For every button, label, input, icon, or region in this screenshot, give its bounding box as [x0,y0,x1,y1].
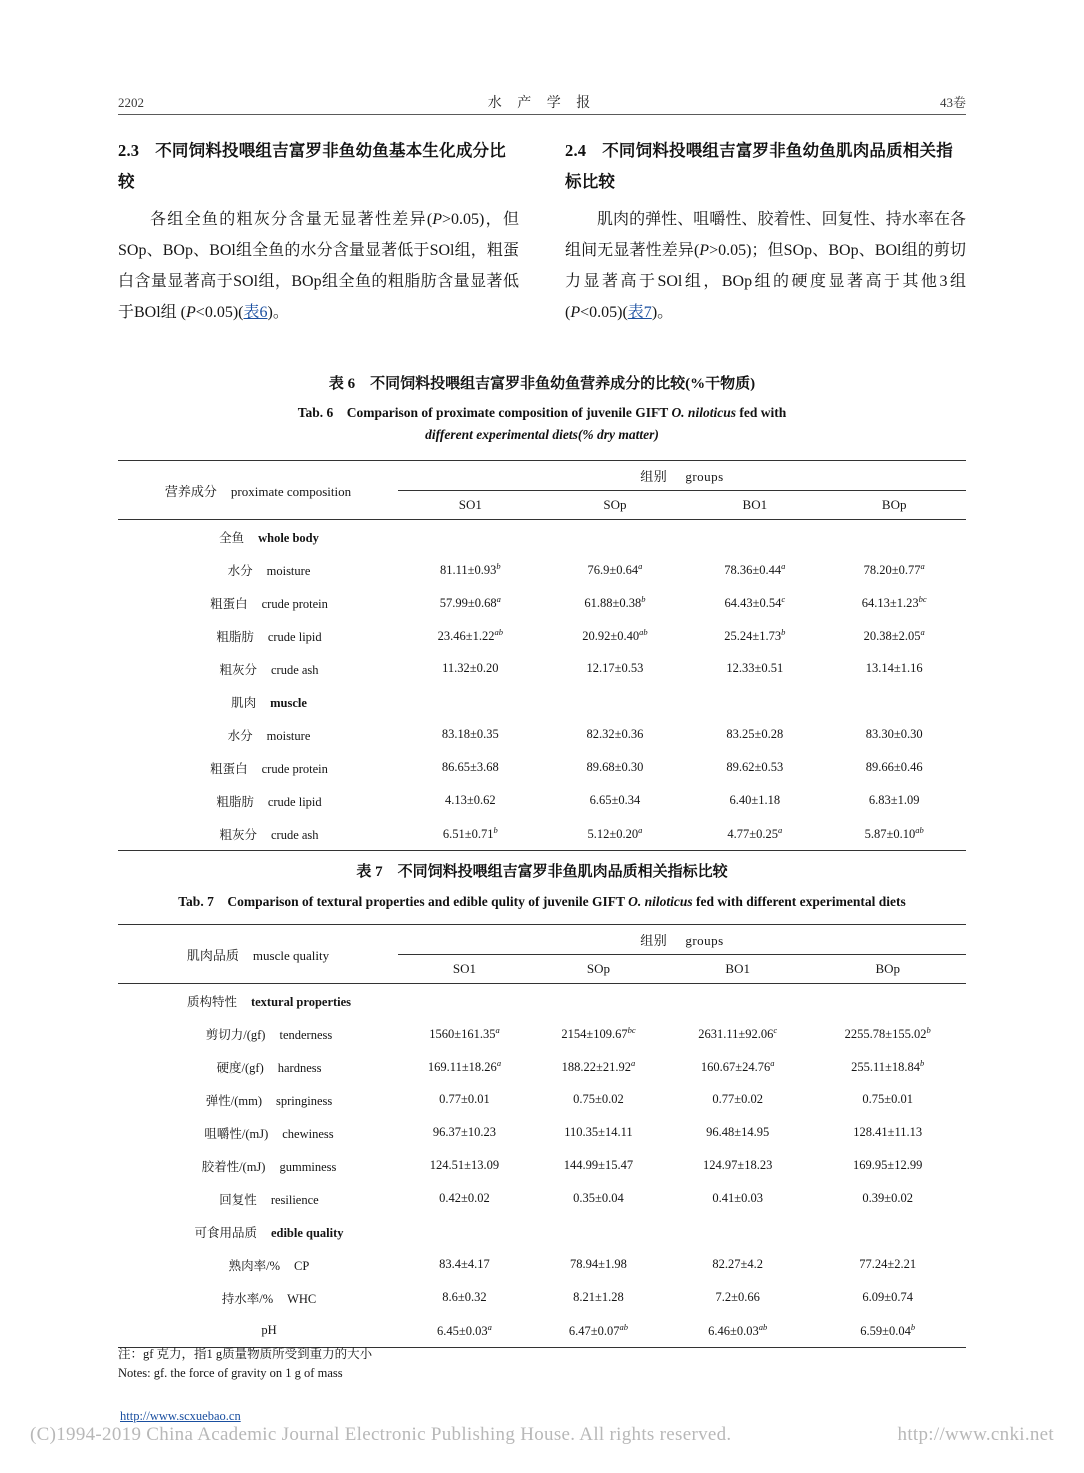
column-header-sop: SOp [543,491,688,520]
running-head [118,92,966,112]
paragraph-2-4 [565,204,966,328]
column-header-bop: BOp [809,955,966,984]
row-label [118,553,398,586]
row-label-cn: 熟肉率/% [228,1258,281,1273]
table-group-label-row [118,1215,966,1248]
para-text-d: )。 [267,304,289,321]
cell-bo1: 2631.11±92.06$^c$ [698,1024,778,1042]
row-label-en: crude lipid [267,794,322,809]
caption-en-a: Tab. 7 Comparison of textural properties and edible qulity of juvenile GIFT [178,894,629,909]
cell-bop: 6.09±0.74 [862,1290,914,1304]
table-row [118,553,966,586]
cell-bo1: 89.62±0.53 [726,760,784,774]
caption-en-a: Tab. 6 Comparison of proximate composition of juvenile GIFT [297,405,672,420]
cell-so1: 1560±161.35$^a$ [429,1024,500,1042]
volume-label: 43卷 [939,95,966,110]
cell-bop: 128.41±11.13 [853,1125,923,1139]
intro-columns [118,135,966,328]
cell-sop: 82.32±0.36 [586,727,644,741]
cell-sop: 6.65±0.34 [589,793,641,807]
note-line-en: Notes: gf. the force of gravity on 1 g of mass [118,1366,343,1380]
cell-so1: 83.18±0.35 [441,727,499,741]
stub-header-cn: 营养成分 [164,483,217,499]
group-label-en: whole body [258,530,319,545]
column-header-bo1: BO1 [666,955,809,984]
row-label [118,1248,398,1281]
row-label-cn: pH [261,1323,277,1337]
group-label [118,685,398,718]
row-label-en: crude protein [261,761,328,776]
cell-bo1: 6.46±0.03$^{ab}$ [708,1321,768,1339]
row-label-cn: 粗蛋白 [210,596,248,611]
table-row [118,586,966,619]
group-label [118,520,398,554]
table-notes [118,1345,966,1383]
table-row [118,1050,966,1083]
table-header-row-1 [118,461,966,491]
table-7-reference[interactable]: 表7 [627,304,652,321]
group-label [118,984,398,1018]
page-number-left: 2202 [118,95,144,110]
table-row [118,1149,966,1182]
row-label-cn: 弹性/(mm) [205,1093,262,1108]
cell-bo1: 7.2±0.66 [715,1290,760,1304]
cell-bop: 64.13±1.23$^{bc}$ [861,593,927,611]
row-label [118,1281,398,1314]
row-label-cn: 回复性 [219,1192,257,1207]
row-label-cn: 粗脂肪 [216,629,254,644]
stub-header-cn: 肌肉品质 [186,947,239,963]
cell-bo1: 4.77±0.25$^a$ [727,824,783,842]
note-line-cn: 注：gf 克力，指1 g质量物质所受到重力的大小 [118,1347,373,1361]
cell-bop: 13.14±1.16 [865,661,923,675]
section-title: 不同饲料投喂组吉富罗非鱼幼鱼肌肉品质相关指标比较 [565,141,953,191]
row-label [118,1182,398,1215]
table-row [118,718,966,751]
row-label [118,784,398,817]
cell-sop: 89.68±0.30 [586,760,644,774]
cell-bop: 78.20±0.77$^a$ [863,560,925,578]
cell-bop: 2255.78±155.02$^b$ [844,1024,931,1042]
table-row [118,1248,966,1281]
cell-bo1: 83.25±0.28 [726,727,784,741]
row-label-cn: 粗灰分 [219,827,257,842]
group-label-cn: 可食用品质 [194,1225,257,1240]
cell-so1: 57.99±0.68$^a$ [439,593,501,611]
row-label-en: springiness [276,1093,333,1108]
cell-sop: 20.92±0.40$^{ab}$ [582,626,648,644]
stub-header-en: proximate composition [230,483,352,499]
journal-title: 水 产 学 报 [487,96,597,111]
cell-bo1: 6.40±1.18 [729,793,781,807]
para-italic-p2: P [570,304,581,321]
row-label [118,751,398,784]
row-label-en: CP [294,1258,310,1273]
cell-so1: 4.13±0.62 [444,793,496,807]
cell-bop: 77.24±2.21 [859,1257,917,1271]
cell-so1: 83.4±4.17 [439,1257,490,1271]
cell-sop: 0.35±0.04 [573,1191,624,1205]
cell-bo1: 25.24±1.73$^b$ [724,626,786,644]
cell-sop: 110.35±14.11 [564,1125,633,1139]
cell-sop: 5.12±0.20$^a$ [587,824,643,842]
column-header-bo1: BO1 [687,491,822,520]
row-label-en: moisture [266,728,311,743]
cell-so1: 169.11±18.26$^a$ [427,1057,502,1075]
stub-header-en: muscle quality [252,947,330,963]
table-row [118,817,966,850]
row-label-en: tenderness [279,1027,333,1042]
group-header-en: groups [685,933,724,948]
row-label-en: moisture [266,563,311,578]
group-label-cn: 肌肉 [231,695,257,710]
group-label-en: textural properties [250,994,352,1009]
header-rule [118,114,966,115]
table-header-row-1 [118,925,966,955]
para-text-c: <0.05)( [195,304,244,321]
row-label-en: resilience [270,1192,319,1207]
cell-bo1: 82.27±4.2 [712,1257,764,1271]
cell-bo1: 64.43±0.54$^c$ [724,593,786,611]
group-label-en: muscle [270,695,307,710]
table-6 [118,460,966,851]
cell-so1: 6.45±0.03$^a$ [437,1321,492,1339]
row-label [118,1314,398,1347]
cell-so1: 86.65±3.68 [441,760,499,774]
caption-en-species: O. niloticus [628,894,693,909]
para-text-b: >0.05)，但SOp、BOp、BOl组全鱼的水分含量显著低于SOl组，粗蛋白含量显著高于SOl组，BOp组全鱼的粗脂肪含量显著低于BOl组 ( [118,211,519,321]
table-7 [118,924,966,1348]
cell-bo1: 96.48±14.95 [706,1125,770,1139]
section-title: 不同饲料投喂组吉富罗非鱼幼鱼基本生化成分比较 [118,141,506,191]
group-header-cn: 组别 [640,469,668,484]
journal-website-link[interactable]: http://www.scxuebao.cn [120,1409,241,1423]
row-label-cn: 水分 [227,728,253,743]
row-label [118,817,398,850]
group-label-en: edible quality [270,1225,344,1240]
caption-en-b: fed with [735,405,787,420]
table-row [118,1017,966,1050]
row-label-en: crude lipid [267,629,322,644]
cell-sop: 144.99±15.47 [563,1158,634,1172]
group-label-cn: 质构特性 [186,994,237,1009]
row-label-en: hardness [277,1060,322,1075]
group-label-cn: 全鱼 [219,530,245,545]
group-header [398,925,966,955]
cell-bop: 0.39±0.02 [862,1191,914,1205]
cell-so1: 23.46±1.22$^{ab}$ [437,626,503,644]
row-label-cn: 水分 [227,563,253,578]
cell-bop: 20.38±2.05$^a$ [863,626,925,644]
row-label-en: crude ash [270,827,319,842]
cell-bo1: 0.41±0.03 [712,1191,764,1205]
para-text-a: 各组全鱼的粗灰分含量无显著性差异( [150,211,433,228]
table-group-label-row [118,984,966,1018]
table-row [118,751,966,784]
para-text-b: >0.05)；但SOp、BOp、BOl组的剪切力显著高于SOl组，BOp组的硬度显著高于其他3组( [565,242,966,321]
table-6-caption-cn: 表 6 不同饲料投喂组吉富罗非鱼幼鱼营养成分的比较(%干物质) [328,376,756,392]
cell-bo1: 78.36±0.44$^a$ [724,560,786,578]
cell-bop: 255.11±18.84$^b$ [851,1057,925,1075]
para-italic-p1: P [432,211,443,228]
para-text-c: <0.05)( [580,304,628,321]
column-header-so1: SO1 [398,491,543,520]
row-label-en: crude protein [261,596,328,611]
table-row [118,652,966,685]
cell-so1: 11.32±0.20 [442,661,499,675]
cell-sop: 2154±109.67$^{bc}$ [561,1024,636,1042]
group-header-en: groups [685,469,724,484]
row-label-cn: 胶着性/(mJ) [201,1159,266,1174]
para-text-d: )。 [651,304,674,321]
cell-bop: 6.59±0.04$^b$ [860,1321,916,1339]
table-6-reference[interactable]: 表6 [243,304,268,321]
cell-so1: 124.51±13.09 [429,1158,500,1172]
caption-en-b: fed with different experimental diets [692,894,906,909]
table-group-label-row [118,685,966,718]
row-label [118,718,398,751]
row-label-en: gumminess [279,1159,337,1174]
row-label [118,1083,398,1116]
cell-bop: 0.75±0.01 [862,1092,914,1106]
cnki-link[interactable]: http://www.cnki.net [897,1424,1054,1445]
cell-sop: 6.47±0.07$^{ab}$ [568,1321,629,1339]
para-text-a: 肌肉的弹性、咀嚼性、胶着性、回复性、持水率在各组间无显著性差异( [565,211,966,259]
cell-bop: 83.30±0.30 [865,727,923,741]
para-italic-p1: P [699,242,710,259]
group-label [118,1215,398,1248]
row-label-cn: 粗脂肪 [216,794,254,809]
cell-bo1: 12.33±0.51 [726,661,784,675]
row-label-cn: 粗灰分 [219,662,257,677]
table-row [118,784,966,817]
table-7-caption-en [118,891,966,913]
table-row [118,1182,966,1215]
stub-header [118,925,398,984]
section-heading-2-4 [565,135,966,197]
group-header [398,461,966,491]
paragraph-2-3 [118,204,519,328]
table-bottom-rule [118,850,966,851]
row-label [118,1116,398,1149]
cell-sop: 8.21±1.28 [573,1290,624,1304]
cell-bop: 5.87±0.10$^{ab}$ [864,824,924,842]
cell-bop: 6.83±1.09 [868,793,920,807]
cell-so1: 8.6±0.32 [442,1290,487,1304]
cell-sop: 0.75±0.02 [573,1092,624,1106]
cell-bop: 169.95±12.99 [853,1158,923,1172]
row-label-cn: 咀嚼性/(mJ) [204,1126,269,1141]
cell-bo1: 124.97±18.23 [703,1158,773,1172]
row-label-cn: 粗蛋白 [210,761,248,776]
table-row [118,1281,966,1314]
row-label-cn: 剪切力/(gf) [205,1027,266,1042]
cnki-footer [30,1424,1054,1446]
row-label [118,652,398,685]
table-row [118,1083,966,1116]
stub-header [118,461,398,520]
section-heading-2-3 [118,135,519,197]
row-label [118,619,398,652]
row-label [118,586,398,619]
table-row [118,619,966,652]
section-number: 2.3 [118,141,140,160]
table-row [118,1116,966,1149]
row-label-en: WHC [287,1291,317,1306]
cell-bo1: 160.67±24.76$^a$ [700,1057,775,1075]
column-header-sop: SOp [531,955,666,984]
row-label-en: crude ash [270,662,319,677]
cell-bop: 89.66±0.46 [865,760,923,774]
row-label [118,1050,398,1083]
cell-so1: 6.51±0.71$^b$ [442,824,498,842]
cell-so1: 0.77±0.01 [439,1092,490,1106]
column-header-so1: SO1 [398,955,531,984]
cell-sop: 188.22±21.92$^a$ [561,1057,636,1075]
column-right [565,135,966,328]
cell-so1: 96.37±10.23 [432,1125,497,1139]
row-label-cn: 持水率/% [221,1291,274,1306]
column-left [118,135,519,328]
cell-sop: 78.94±1.98 [570,1257,627,1271]
caption-en-species: O. niloticus [671,405,736,420]
table-row [118,1314,966,1347]
row-label [118,1017,398,1050]
table-group-label-row [118,520,966,554]
row-label [118,1149,398,1182]
caption-en-line2: different experimental diets(% dry matter) [425,427,659,442]
column-header-bop: BOp [822,491,966,520]
group-header-cn: 组别 [640,933,668,948]
cell-sop: 12.17±0.53 [586,661,644,675]
section-number: 2.4 [565,141,587,160]
cell-sop: 76.9±0.64$^a$ [587,560,643,578]
row-label-en: chewiness [282,1126,334,1141]
para-italic-p2: P [186,304,196,321]
copyright-text: (C)1994-2019 China Academic Journal Electronic Publishing House. All rights reserved. [30,1424,732,1445]
cell-bo1: 0.77±0.02 [712,1092,764,1106]
table-6-caption-en [118,402,966,446]
cell-so1: 81.11±0.93$^b$ [439,560,501,578]
cell-so1: 0.42±0.02 [439,1191,490,1205]
row-label-cn: 硬度/(gf) [216,1060,264,1075]
cell-sop: 61.88±0.38$^b$ [584,593,646,611]
table-7-caption-cn: 表 7 不同饲料投喂组吉富罗非鱼肌肉品质相关指标比较 [356,864,728,880]
